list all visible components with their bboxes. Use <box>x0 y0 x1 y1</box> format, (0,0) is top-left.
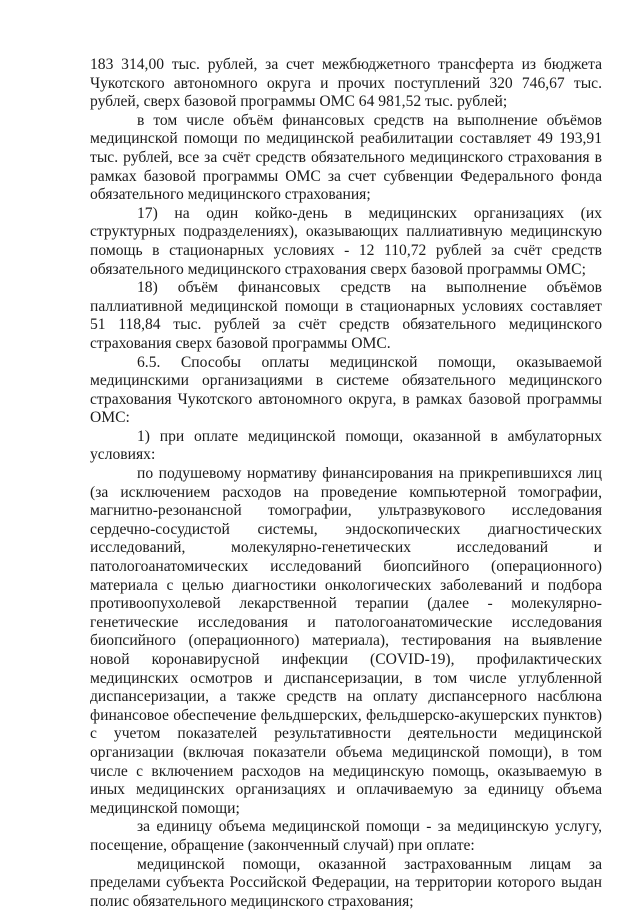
paragraph: 1) при оплате медицинской помощи, оказанной в амбулаторных условиях: <box>90 427 602 464</box>
paragraph: 17) на один койко-день в медицинских организациях (их структурных подразделениях), оказывающих паллиативную медицинскую помощь в стационарных условиях - 12 110,72 рублей за счёт средств обязательного медицинского страхования сверх базовой программы ОМС; <box>90 204 602 278</box>
paragraph: 18) объём финансовых средств на выполнение объёмов паллиативной медицинской помощи в стационарных условиях составляет 51 118,84 тыс. рублей за счёт средств обязательного медицинского страхования сверх базовой программы ОМС. <box>90 279 602 352</box>
paragraph: 183 314,00 тыс. рублей, за счет межбюджетного трансферта из бюджета Чукотского автономного округа и прочих поступлений 320 746,67 тыс. рублей, сверх базовой программы ОМС 64 981,52 тыс. рублей; <box>90 56 602 111</box>
document-body <box>90 56 602 911</box>
paragraph: за единицу объема медицинской помощи - за медицинскую услугу, посещение, обращение (законченный случай) при оплате: <box>90 818 602 854</box>
paragraph: по подушевому нормативу финансирования на прикрепившихся лиц (за исключением расходов на проведение компьютерной томографии, магнитно-резонансной томографии, ультразвукового исследования сердечно-сосудистой системы, эндоскопических диагностических исследований, молекулярно-генетических исследований и патологоанатомических исследований биопсийного (операционного) материала с целью диагностики онкологических заболеваний и подбора противоопухолевой лекарственной терапии (далее - молекулярно-генетические исследования и патологоанатомические исследования биопсийного (операционного) материала), тестирования на выявление новой коронавирусной инфекции (COVID-19), профилактических медицинских осмотров и диспансеризации, в том числе углубленной диспансеризации, а также средств на оплату диспансерного насблюна финансовое обеспечение фельдшерских, фельдшерско-акушерских пунктов) с учетом показателей результативности деятельности медицинской организации (включая показатели объема медицинской помощи), в том числе с включением расходов на медицинскую помощь, оказываемую в иных медицинских организациях и оплачиваемую за единицу объема медицинской помощи; <box>90 465 602 817</box>
paragraph: медицинской помощи, оказанной застрахованным лицам за пределами субъекта Российской Федерации, на территории которого выдан полис обязательного медицинского страхования; <box>90 855 602 910</box>
paragraph: в том числе объём финансовых средств на выполнение объёмов медицинской помощи по медицинской реабилитации составляет 49 193,91 тыс. рублей, все за счёт средств обязательного медицинского страхования в рамках базовой программы ОМС за счет субвенции Федерального фонда обязательного медицинского страхования; <box>90 111 602 204</box>
paragraph: 6.5. Способы оплаты медицинской помощи, оказываемой медицинскими организациями в системе обязательного медицинского страхования Чукотского автономного округа, в рамках базовой программы ОМС: <box>90 353 602 427</box>
